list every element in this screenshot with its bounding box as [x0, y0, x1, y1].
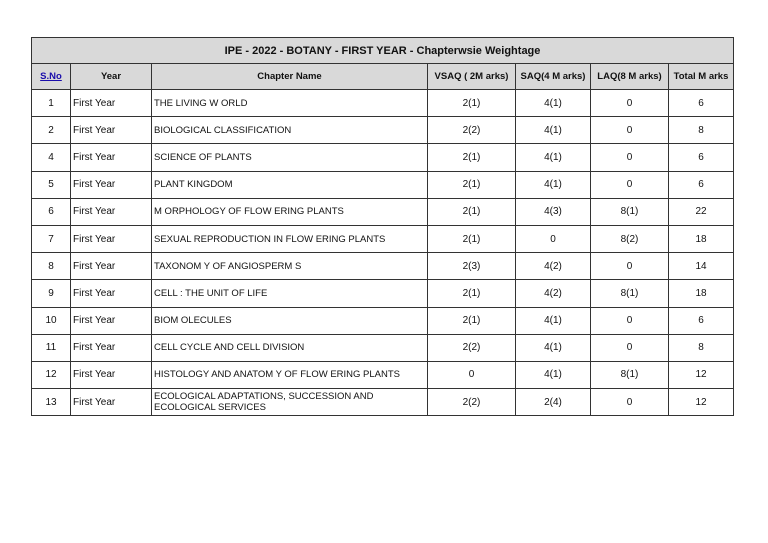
- cell-sno: 1: [32, 90, 71, 117]
- cell-vsaq: 2(2): [428, 389, 516, 416]
- cell-total: 14: [669, 253, 734, 280]
- cell-total: 6: [669, 144, 734, 171]
- cell-total: 12: [669, 389, 734, 416]
- cell-total: 12: [669, 361, 734, 388]
- cell-total: 6: [669, 171, 734, 198]
- cell-chapter: M ORPHOLOGY OF FLOW ERING PLANTS: [152, 198, 428, 225]
- header-vsaq: VSAQ ( 2M arks): [428, 64, 516, 90]
- table-row: [32, 280, 734, 307]
- table-row: [32, 171, 734, 198]
- cell-vsaq: 2(3): [428, 253, 516, 280]
- cell-laq: 0: [591, 90, 669, 117]
- cell-year: First Year: [71, 198, 152, 225]
- table-row: [32, 144, 734, 171]
- table-row: [32, 389, 734, 416]
- table-row: [32, 334, 734, 361]
- cell-saq: 4(1): [516, 144, 591, 171]
- cell-total: 8: [669, 334, 734, 361]
- cell-vsaq: 2(2): [428, 117, 516, 144]
- cell-vsaq: 2(2): [428, 334, 516, 361]
- cell-sno: 13: [32, 389, 71, 416]
- cell-sno: 12: [32, 361, 71, 388]
- table-row: [32, 198, 734, 225]
- cell-chapter: SEXUAL REPRODUCTION IN FLOW ERING PLANTS: [152, 225, 428, 252]
- cell-saq: 0: [516, 225, 591, 252]
- cell-saq: 4(1): [516, 90, 591, 117]
- cell-vsaq: 0: [428, 361, 516, 388]
- header-saq: SAQ(4 M arks): [516, 64, 591, 90]
- table-body: [32, 90, 734, 416]
- table-row: [32, 225, 734, 252]
- cell-total: 22: [669, 198, 734, 225]
- header-total: Total M arks: [669, 64, 734, 90]
- cell-vsaq: 2(1): [428, 90, 516, 117]
- cell-chapter: BIOM OLECULES: [152, 307, 428, 334]
- cell-chapter: SCIENCE OF PLANTS: [152, 144, 428, 171]
- header-chapter: Chapter Name: [152, 64, 428, 90]
- cell-vsaq: 2(1): [428, 144, 516, 171]
- cell-total: 18: [669, 280, 734, 307]
- cell-sno: 11: [32, 334, 71, 361]
- header-year: Year: [71, 64, 152, 90]
- table-row: [32, 361, 734, 388]
- cell-sno: 10: [32, 307, 71, 334]
- cell-sno: 8: [32, 253, 71, 280]
- cell-saq: 4(3): [516, 198, 591, 225]
- cell-laq: 0: [591, 389, 669, 416]
- cell-laq: 0: [591, 334, 669, 361]
- cell-sno: 7: [32, 225, 71, 252]
- cell-laq: 0: [591, 144, 669, 171]
- cell-saq: 4(2): [516, 253, 591, 280]
- cell-sno: 6: [32, 198, 71, 225]
- cell-year: First Year: [71, 334, 152, 361]
- title-row: [32, 38, 734, 64]
- cell-total: 8: [669, 117, 734, 144]
- cell-laq: 8(1): [591, 361, 669, 388]
- table-row: [32, 117, 734, 144]
- cell-chapter: CELL CYCLE AND CELL DIVISION: [152, 334, 428, 361]
- header-row: [32, 64, 734, 90]
- cell-total: 6: [669, 90, 734, 117]
- cell-chapter: ECOLOGICAL ADAPTATIONS, SUCCESSION AND ECOLOGICAL SERVICES: [152, 389, 428, 416]
- cell-chapter: HISTOLOGY AND ANATOM Y OF FLOW ERING PLANTS: [152, 361, 428, 388]
- cell-laq: 8(1): [591, 198, 669, 225]
- weightage-table: [31, 37, 734, 416]
- cell-saq: 4(1): [516, 334, 591, 361]
- cell-saq: 4(1): [516, 171, 591, 198]
- cell-laq: 8(1): [591, 280, 669, 307]
- cell-year: First Year: [71, 144, 152, 171]
- cell-saq: 2(4): [516, 389, 591, 416]
- cell-sno: 2: [32, 117, 71, 144]
- cell-sno: 4: [32, 144, 71, 171]
- table-row: [32, 307, 734, 334]
- cell-saq: 4(1): [516, 117, 591, 144]
- cell-chapter: TAXONOM Y OF ANGIOSPERM S: [152, 253, 428, 280]
- cell-vsaq: 2(1): [428, 307, 516, 334]
- cell-vsaq: 2(1): [428, 280, 516, 307]
- cell-vsaq: 2(1): [428, 198, 516, 225]
- cell-vsaq: 2(1): [428, 171, 516, 198]
- cell-laq: 0: [591, 171, 669, 198]
- cell-chapter: PLANT KINGDOM: [152, 171, 428, 198]
- table-title: IPE - 2022 - BOTANY - FIRST YEAR - Chapterwsie Weightage: [32, 38, 734, 64]
- cell-total: 18: [669, 225, 734, 252]
- cell-chapter: BIOLOGICAL CLASSIFICATION: [152, 117, 428, 144]
- cell-year: First Year: [71, 280, 152, 307]
- cell-saq: 4(2): [516, 280, 591, 307]
- sno-link[interactable]: S.No: [40, 71, 62, 82]
- cell-vsaq: 2(1): [428, 225, 516, 252]
- cell-saq: 4(1): [516, 361, 591, 388]
- cell-chapter: THE LIVING W ORLD: [152, 90, 428, 117]
- cell-year: First Year: [71, 307, 152, 334]
- table-row: [32, 90, 734, 117]
- cell-total: 6: [669, 307, 734, 334]
- cell-sno: 9: [32, 280, 71, 307]
- cell-year: First Year: [71, 361, 152, 388]
- header-sno[interactable]: [32, 64, 71, 90]
- cell-year: First Year: [71, 90, 152, 117]
- cell-sno: 5: [32, 171, 71, 198]
- cell-year: First Year: [71, 117, 152, 144]
- cell-year: First Year: [71, 171, 152, 198]
- table-row: [32, 253, 734, 280]
- cell-laq: 0: [591, 253, 669, 280]
- cell-laq: 8(2): [591, 225, 669, 252]
- cell-year: First Year: [71, 389, 152, 416]
- header-laq: LAQ(8 M arks): [591, 64, 669, 90]
- cell-chapter: CELL : THE UNIT OF LIFE: [152, 280, 428, 307]
- cell-saq: 4(1): [516, 307, 591, 334]
- cell-laq: 0: [591, 117, 669, 144]
- cell-laq: 0: [591, 307, 669, 334]
- cell-year: First Year: [71, 253, 152, 280]
- cell-year: First Year: [71, 225, 152, 252]
